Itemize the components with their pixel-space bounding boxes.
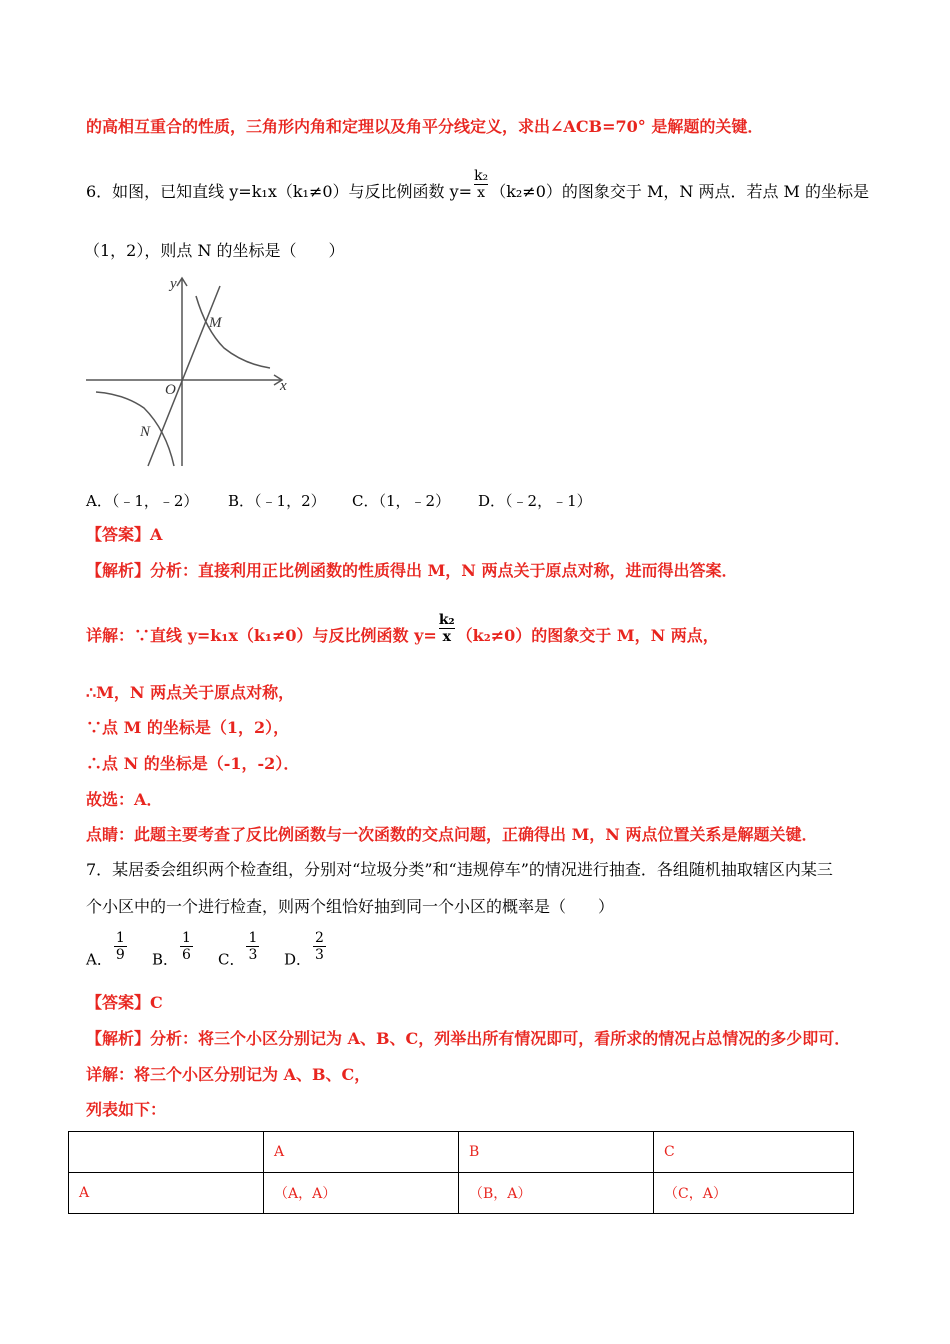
table-cell: A (69, 1173, 264, 1214)
table-cell: （C，A） (654, 1173, 854, 1214)
q6-step2: ∵点 M 的坐标是（1，2）， (86, 718, 290, 737)
q7-b-den: 6 (182, 947, 191, 963)
q7-b-num: 1 (182, 930, 191, 946)
q7-option-c-label: C． (218, 950, 245, 969)
q6-answer: 【答案】A (86, 525, 163, 544)
q7-stem-line1: 7．某居委会组织两个检查组，分别对“垃圾分类”和“违规停车”的情况进行抽查．各组随机抽取辖区内某三 (86, 860, 833, 879)
q7-c-den: 3 (248, 947, 258, 963)
table-cell: （A，A） (264, 1173, 459, 1214)
q6-stem-part2: （k₂≠0）的图象交于 M，N 两点．若点 M 的坐标是 (490, 182, 869, 201)
q7-list-table (68, 1131, 854, 1214)
q6-frac-num: k₂ (474, 168, 489, 184)
y-axis-label: y (170, 276, 177, 292)
q7-table-intro: 列表如下： (86, 1100, 167, 1119)
q7-option-b-label: B． (152, 950, 179, 969)
q7-analysis-label: 【解析】 (86, 1029, 151, 1048)
q7-option-d-frac (313, 930, 326, 963)
q7-option-d[interactable] (284, 930, 328, 977)
q6-analysis (86, 560, 738, 582)
q6-fraction (474, 168, 488, 201)
q6-choice: 故选：A． (86, 790, 163, 809)
line-k1x (148, 286, 220, 466)
q6-option-d[interactable]: D．（﹣2，﹣1） (478, 492, 592, 510)
q7-option-b[interactable] (152, 930, 195, 977)
q7-option-a-frac (114, 930, 127, 963)
q6-analysis-text: 分析：直接利用正比例函数的性质得出 M，N 两点关于原点对称，进而得出答案． (150, 561, 738, 580)
q7-analysis (86, 1028, 850, 1050)
q7-option-a[interactable] (86, 930, 129, 977)
table-row (69, 1173, 854, 1214)
q6-detail-part2: （k₂≠0）的图象交于 M，N 两点， (456, 626, 719, 645)
q7-a-den: 9 (115, 947, 125, 963)
point-m-label: M (209, 315, 222, 331)
hyperbola-branch-q1 (196, 296, 270, 368)
q7-d-den: 3 (315, 947, 324, 963)
q7-option-a-label: A． (86, 950, 112, 969)
q7-d-num: 2 (315, 930, 324, 946)
q7-stem-line2: 个小区中的一个进行检查，则两个组恰好抽到同一个小区的概率是（ ） (86, 897, 615, 916)
table-cell: （B，A） (459, 1173, 654, 1214)
intro-text: 的高相互重合的性质，三角形内角和定理以及角平分线定义，求出∠ACB=70° 是解题的关键． (86, 117, 764, 136)
q7-detail: 详解：将三个小区分别记为 A、B、C， (86, 1065, 371, 1084)
table-header-cell: C (654, 1132, 854, 1173)
q7-option-c[interactable] (218, 930, 261, 977)
q6-detail-frac-num: k₂ (438, 612, 455, 628)
q6-detail-line (86, 612, 719, 653)
point-n-label: N (140, 424, 151, 440)
q6-graph (84, 272, 304, 468)
q6-analysis-label: 【解析】 (86, 561, 151, 580)
q6-option-b[interactable]: B．（﹣1，2） (228, 492, 326, 510)
q6-detail-fraction (439, 612, 455, 645)
q6-option-a[interactable]: A．（﹣1，﹣2） (86, 492, 199, 510)
q6-stem-line2: （1，2），则点 N 的坐标是（ ） (84, 241, 345, 260)
q7-option-b-frac (180, 930, 193, 963)
q7-option-c-frac (246, 930, 259, 963)
q6-step1: ∴M，N 两点关于原点对称， (86, 683, 295, 702)
q7-analysis-text: 分析：将三个小区分别记为 A、B、C，列举出所有情况即可，看所求的情况占总情况的多少即可． (150, 1029, 851, 1048)
table-header-row (69, 1132, 854, 1173)
q6-stem-line1 (86, 168, 869, 209)
x-axis-label: x (280, 378, 287, 394)
q6-detail-frac-den: x (439, 628, 455, 645)
q6-detail-part1: 详解：∵直线 y=k₁x（k₁≠0）与反比例函数 y= (86, 626, 437, 645)
q6-option-c[interactable]: C．（1，﹣2） (352, 492, 451, 510)
q6-frac-den: x (474, 184, 488, 201)
table-header-cell: B (459, 1132, 654, 1173)
table-header-cell (69, 1132, 264, 1173)
origin-label: O (165, 382, 176, 398)
q7-c-num: 1 (248, 930, 258, 946)
q7-a-num: 1 (115, 930, 125, 946)
q7-answer: 【答案】C (86, 993, 163, 1012)
q6-stem-part1: 6．如图，已知直线 y=k₁x（k₁≠0）与反比例函数 y= (86, 182, 473, 201)
q6-step3: ∴点 N 的坐标是（-1，-2）． (86, 754, 300, 773)
table-header-cell: A (264, 1132, 459, 1173)
q7-option-d-label: D． (284, 950, 312, 969)
q6-comment: 点睛：此题主要考查了反比例函数与一次函数的交点问题，正确得出 M，N 两点位置关系是解题关键． (86, 825, 818, 844)
